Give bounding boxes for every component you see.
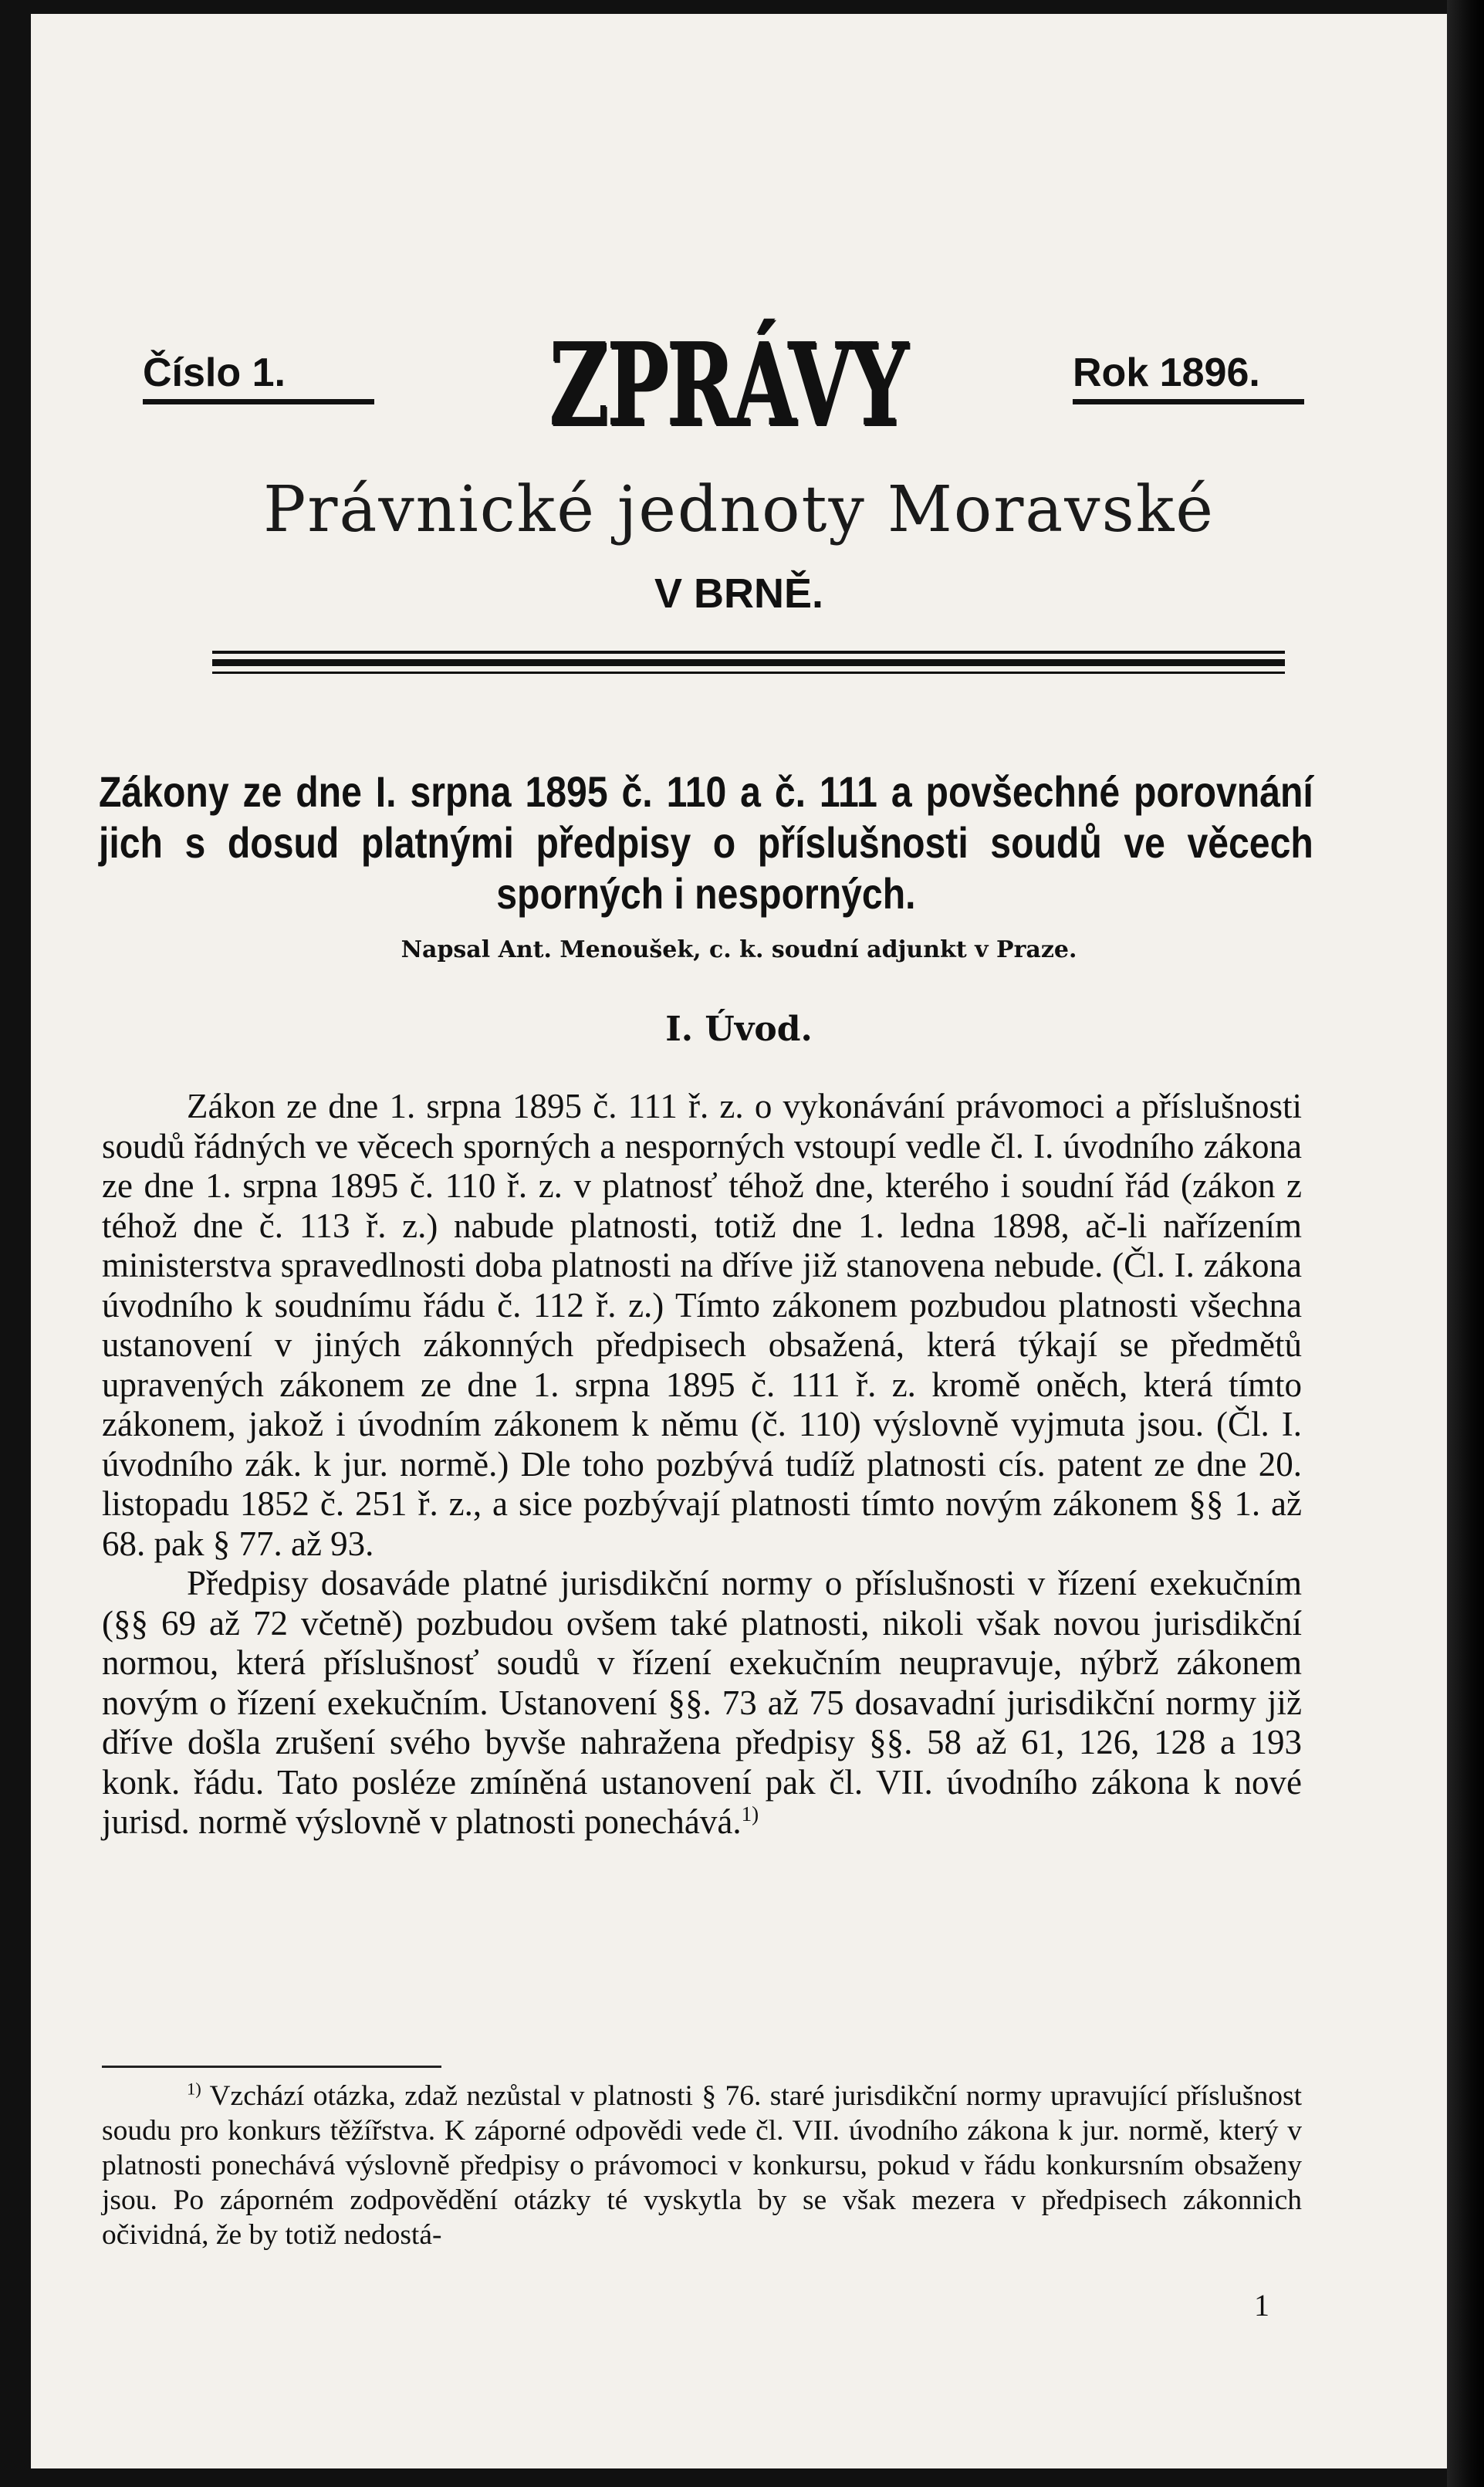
- journal-title: ZPRÁVY: [549, 317, 907, 452]
- publication-year: Rok 1896.: [1073, 350, 1304, 404]
- footnote: [102, 2079, 1302, 2252]
- article-byline: Napsal Ant. Menoušek, c. k. soudní adjunkt v Praze.: [401, 936, 1077, 963]
- page-number: 1: [1254, 2288, 1269, 2323]
- article-body: [102, 1087, 1302, 1842]
- section-heading: I. Úvod.: [665, 1010, 813, 1049]
- footnote-reference: 1): [741, 1802, 759, 1825]
- body-paragraph-text: Předpisy dosaváde platné jurisdikční normy o příslušnosti v řízení exekučním (§§ 69 až 72 včetně) pozbudou ovšem také platnosti, nikoli však novou jurisdikční normou, která příslušnosť soudů v řízení exekučním neupravuje, nýbrž zákonem novým o řízení exekučním. Ustanovení §§. 73 až 75 dosavadní jurisdikční normy již dříve došla zrušení svého byvše nahražena předpisy §§. 58 až 61, 126, 128 a 193 konk. řádu. Tato posléze zmíněná ustanovení pak čl. VII. úvodního zákona k nové jurisd. normě výslovně v platnosti ponechává.: [102, 1564, 1302, 1841]
- footnote-divider: [102, 2066, 441, 2068]
- masthead-rule-thin-top: [212, 651, 1285, 654]
- issue-number: Číslo 1.: [143, 350, 374, 404]
- footnote-marker: 1): [187, 2079, 201, 2099]
- footnote-text: Vzchází otázka, zdaž nezůstal v platnosti § 76. staré jurisdikční normy upravující příslušnost soudu pro konkurs těžířstva. K záporné odpovědi vede čl. VII. úvodního zákona k jur. normě, který v platnosti ponechává výslovně předpisy o právomoci v konkursu, pokud v řádu konkursním obsaženy jsou. Po záporném zodpovědění otázky té vyskytla by se však mezera v předpisech zákonnich očividná, že by totiž nedostá-: [102, 2080, 1302, 2251]
- masthead-rule-thin-bottom: [212, 672, 1285, 674]
- body-paragraph: Zákon ze dne 1. srpna 1895 č. 111 ř. z. o vykonávání právomoci a příslušnosti soudů řádných ve věcech sporných a nesporných vstoupí vedle čl. I. úvodního zákona ze dne 1. srpna 1895 č. 110 ř. z. v platnosť téhož dne, kterého i soudní řád (zákon z téhož dne č. 113 ř. z.) nabude platnosti, totiž dne 1. ledna 1898, ač-li nařízením ministerstva spravedlnosti doba platnosti na dříve již stanovena nebude. (Čl. I. zákona úvodního k soudnímu řádu č. 112 ř. z.) Tímto zákonem pozbudou platnosti všechna ustanovení v jiných zákonných předpisech obsažená, která týkají se předmětů upravených zákonem ze dne 1. srpna 1895 č. 111 ř. z. kromě oněch, která tímto zákonem, jakož i úvodním zákonem k němu (č. 110) výslovně vyjmuta jsou. (Čl. I. úvodního zák. k jur. normě.) Dle toho pozbývá tudíž platnosti cís. patent ze dne 20. listopadu 1852 č. 251 ř. z., a sice pozbývají platnosti tímto novým zákonem §§ 1. až 68. pak § 77. až 93.: [102, 1087, 1302, 1563]
- article-title: Zákony ze dne I. srpna 1895 č. 110 a č. 111 a povšechné porovnání jich s dosud platnými předpisy o příslušnosti soudů ve věcech sporných i nesporných.: [99, 767, 1313, 918]
- scan-edge-shadow: [1447, 0, 1484, 2487]
- body-paragraph: [102, 1564, 1302, 1842]
- masthead: [31, 319, 1447, 465]
- journal-subtitle: Právnické jednoty Moravské: [263, 473, 1215, 546]
- masthead-rule-thick: [212, 659, 1285, 666]
- journal-page: [31, 14, 1447, 2468]
- journal-city: V BRNĚ.: [654, 570, 824, 617]
